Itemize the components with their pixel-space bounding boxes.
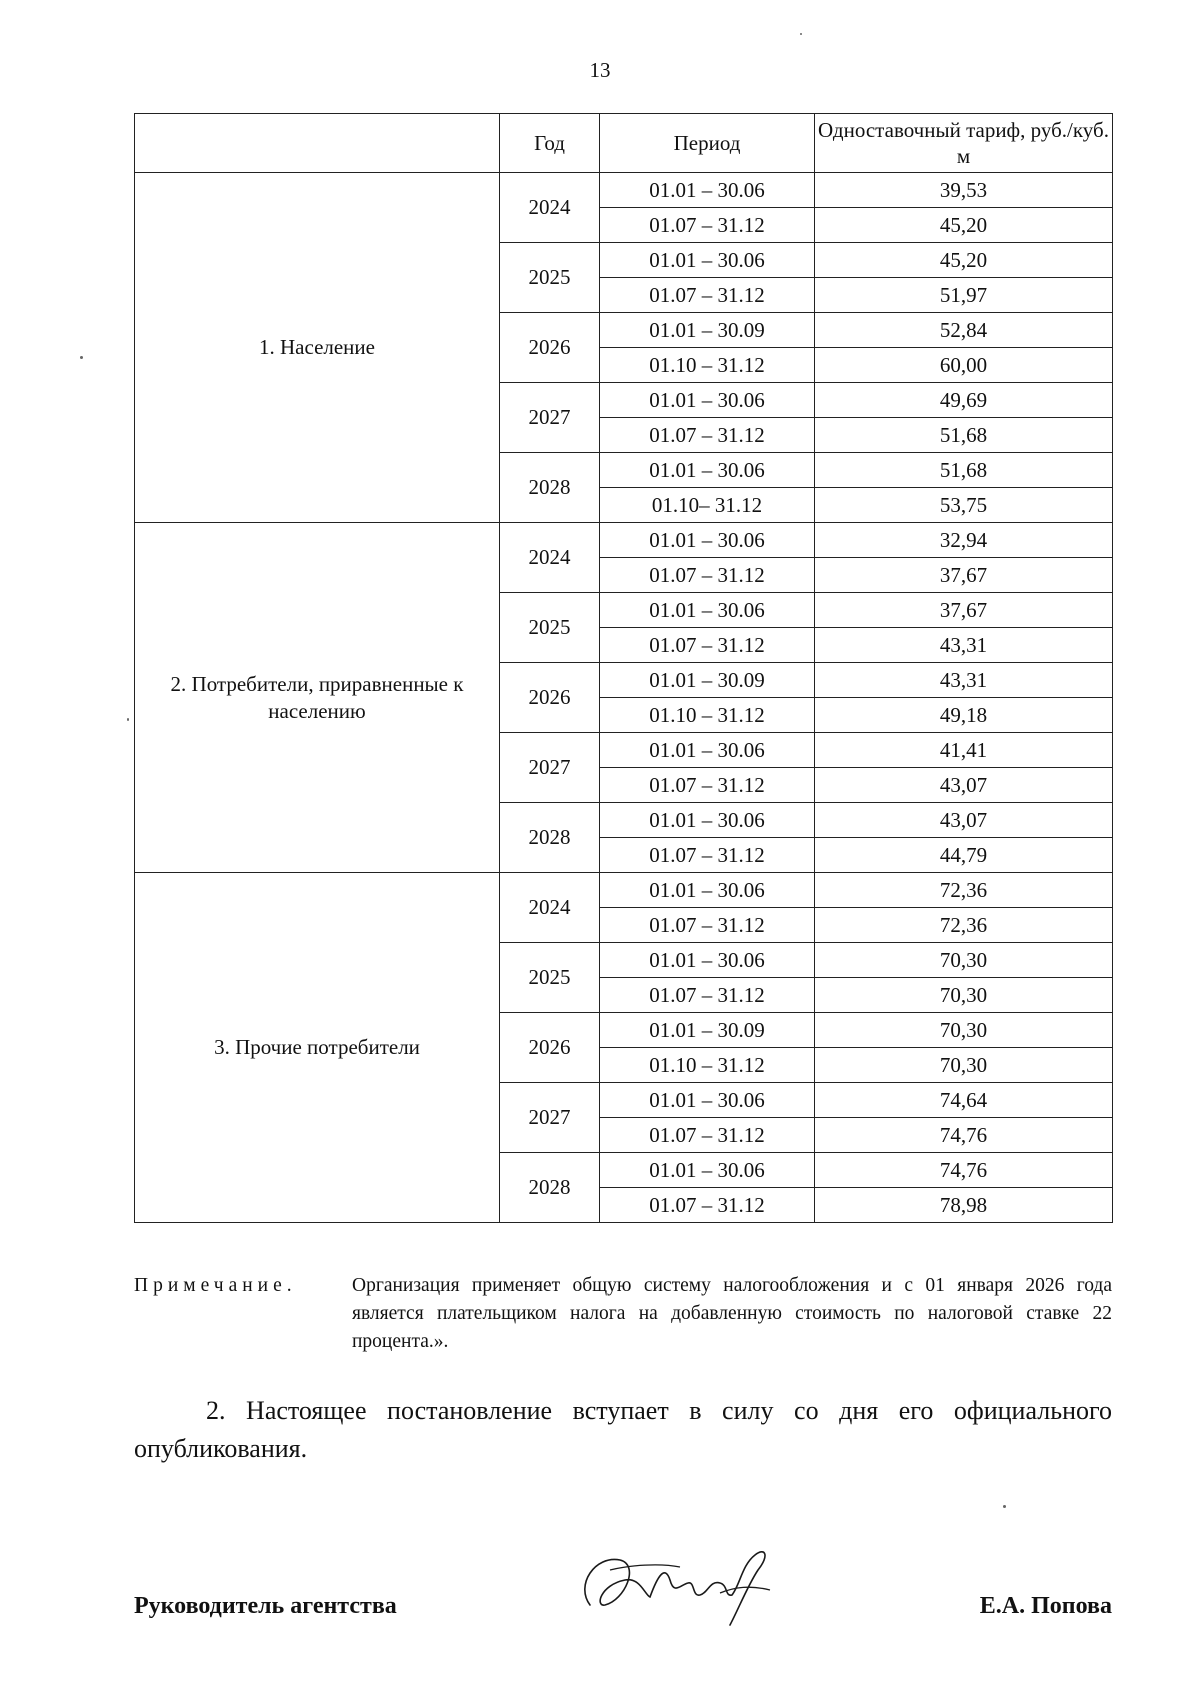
period-cell: 01.01 – 30.06	[600, 173, 815, 208]
table-row	[135, 173, 1113, 208]
scan-speck	[800, 33, 802, 35]
year-cell: 2025	[500, 243, 600, 313]
tariff-value-cell: 43,31	[815, 663, 1113, 698]
year-cell: 2027	[500, 383, 600, 453]
tariff-value-cell: 70,30	[815, 978, 1113, 1013]
tariff-value-cell: 51,68	[815, 453, 1113, 488]
period-cell: 01.07 – 31.12	[600, 908, 815, 943]
header-period: Период	[600, 114, 815, 173]
period-cell: 01.07 – 31.12	[600, 628, 815, 663]
year-cell: 2027	[500, 1083, 600, 1153]
period-cell: 01.07 – 31.12	[600, 1188, 815, 1223]
period-cell: 01.01 – 30.06	[600, 733, 815, 768]
tariff-value-cell: 45,20	[815, 208, 1113, 243]
period-cell: 01.10 – 31.12	[600, 1048, 815, 1083]
period-cell: 01.10 – 31.12	[600, 348, 815, 383]
year-cell: 2024	[500, 173, 600, 243]
year-cell: 2026	[500, 1013, 600, 1083]
tariff-value-cell: 52,84	[815, 313, 1113, 348]
tariff-value-cell: 70,30	[815, 943, 1113, 978]
year-cell: 2027	[500, 733, 600, 803]
signer-name: Е.А. Попова	[979, 1593, 1112, 1619]
page-number: 13	[589, 58, 611, 82]
tariff-value-cell: 44,79	[815, 838, 1113, 873]
period-cell: 01.01 – 30.09	[600, 663, 815, 698]
period-cell: 01.01 – 30.06	[600, 873, 815, 908]
table-row	[135, 523, 1113, 558]
period-cell: 01.01 – 30.06	[600, 523, 815, 558]
period-cell: 01.07 – 31.12	[600, 558, 815, 593]
tariff-value-cell: 37,67	[815, 593, 1113, 628]
period-cell: 01.07 – 31.12	[600, 838, 815, 873]
year-cell: 2024	[500, 873, 600, 943]
group-name-cell: 3. Прочие потребители	[135, 873, 500, 1223]
tariff-value-cell: 60,00	[815, 348, 1113, 383]
group-name-cell: 1. Население	[135, 173, 500, 523]
tariff-table	[134, 113, 1113, 1223]
period-cell: 01.01 – 30.06	[600, 453, 815, 488]
tariff-value-cell: 74,64	[815, 1083, 1113, 1118]
tariff-table-body	[135, 173, 1113, 1223]
year-cell: 2028	[500, 1153, 600, 1223]
group-name-cell: 2. Потребители, приравненные к населению	[135, 523, 500, 873]
year-cell: 2025	[500, 593, 600, 663]
period-cell: 01.07 – 31.12	[600, 278, 815, 313]
period-cell: 01.01 – 30.06	[600, 383, 815, 418]
period-cell: 01.07 – 31.12	[600, 208, 815, 243]
year-cell: 2026	[500, 663, 600, 733]
note-text: Организация применяет общую систему налогообложения и с 01 января 2026 года является плательщиком налога на добавленную стоимость по налоговой ставке 22 процента.».	[352, 1275, 1112, 1352]
year-cell: 2028	[500, 453, 600, 523]
tariff-value-cell: 72,36	[815, 908, 1113, 943]
period-cell: 01.01 – 30.06	[600, 1153, 815, 1188]
period-cell: 01.07 – 31.12	[600, 978, 815, 1013]
tariff-value-cell: 43,07	[815, 768, 1113, 803]
signature-image	[570, 1525, 800, 1635]
tariff-value-cell: 45,20	[815, 243, 1113, 278]
tariff-value-cell: 74,76	[815, 1153, 1113, 1188]
tariff-value-cell: 51,97	[815, 278, 1113, 313]
period-cell: 01.07 – 31.12	[600, 418, 815, 453]
year-cell: 2024	[500, 523, 600, 593]
year-cell: 2028	[500, 803, 600, 873]
year-cell: 2026	[500, 313, 600, 383]
header-tariff: Одноставочный тариф, руб./куб. м	[815, 114, 1113, 173]
period-cell: 01.01 – 30.09	[600, 1013, 815, 1048]
scan-speck	[1003, 1505, 1006, 1508]
tariff-value-cell: 37,67	[815, 558, 1113, 593]
tariff-value-cell: 49,69	[815, 383, 1113, 418]
period-cell: 01.10– 31.12	[600, 488, 815, 523]
period-cell: 01.01 – 30.06	[600, 1083, 815, 1118]
tariff-value-cell: 51,68	[815, 418, 1113, 453]
period-cell: 01.01 – 30.06	[600, 803, 815, 838]
period-cell: 01.01 – 30.09	[600, 313, 815, 348]
tariff-value-cell: 41,41	[815, 733, 1113, 768]
year-cell: 2025	[500, 943, 600, 1013]
header-year: Год	[500, 114, 600, 173]
scan-speck	[80, 356, 83, 359]
note-label: Примечание.	[134, 1275, 297, 1296]
period-cell: 01.01 – 30.06	[600, 243, 815, 278]
tariff-value-cell: 39,53	[815, 173, 1113, 208]
period-cell: 01.07 – 31.12	[600, 1118, 815, 1153]
tariff-value-cell: 74,76	[815, 1118, 1113, 1153]
tariff-value-cell: 78,98	[815, 1188, 1113, 1223]
tariff-value-cell: 49,18	[815, 698, 1113, 733]
signer-title: Руководитель агентства	[134, 1593, 397, 1619]
tariff-value-cell: 43,31	[815, 628, 1113, 663]
header-group	[135, 114, 500, 173]
tariff-value-cell: 70,30	[815, 1048, 1113, 1083]
tariff-value-cell: 53,75	[815, 488, 1113, 523]
scan-speck	[127, 718, 129, 721]
tariff-value-cell: 72,36	[815, 873, 1113, 908]
tariff-value-cell: 32,94	[815, 523, 1113, 558]
tariff-value-cell: 43,07	[815, 803, 1113, 838]
period-cell: 01.10 – 31.12	[600, 698, 815, 733]
tariff-value-cell: 70,30	[815, 1013, 1113, 1048]
table-header-row	[135, 114, 1113, 173]
period-cell: 01.07 – 31.12	[600, 768, 815, 803]
table-row	[135, 873, 1113, 908]
period-cell: 01.01 – 30.06	[600, 593, 815, 628]
effective-date-paragraph: 2. Настоящее постановление вступает в силу со дня его официального опубликования.	[134, 1396, 1112, 1463]
period-cell: 01.01 – 30.06	[600, 943, 815, 978]
